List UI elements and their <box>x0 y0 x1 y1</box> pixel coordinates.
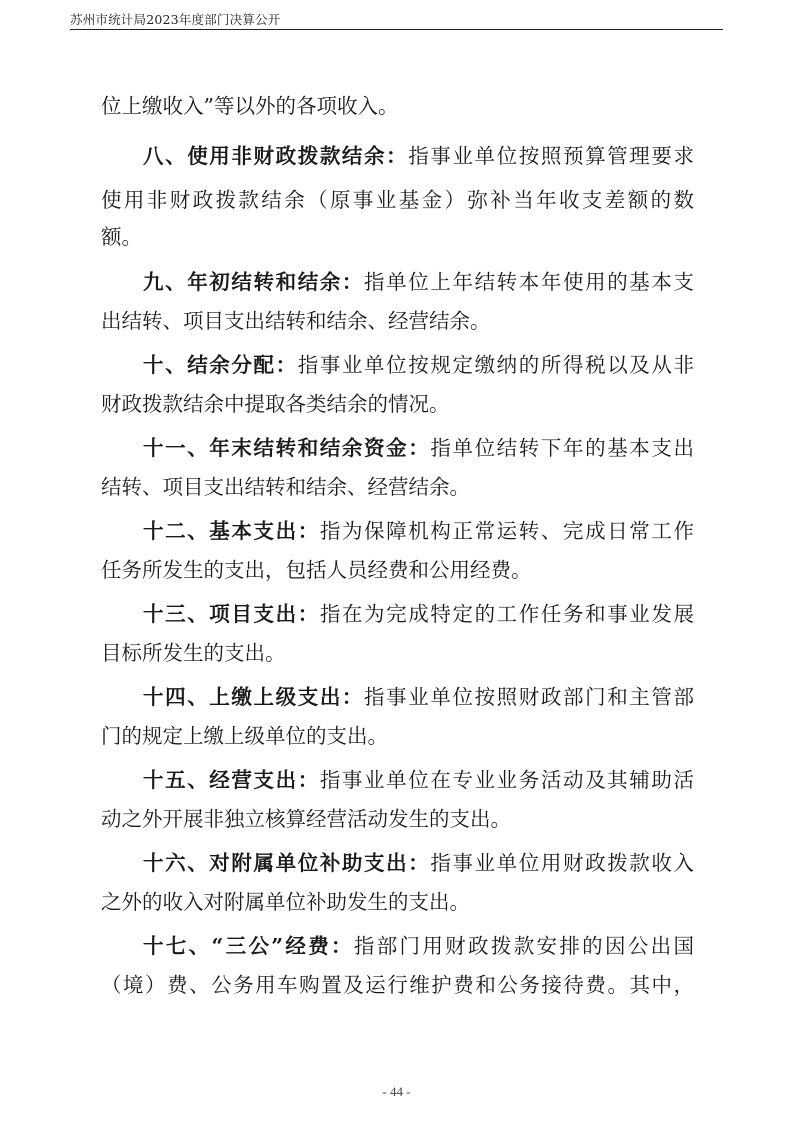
definition-text: 指单位结转下年的基本支出 <box>430 436 695 460</box>
paragraph-17-line-1 <box>143 931 694 961</box>
text-line: 位上缴收入”等以外的各项收入。 <box>101 94 399 118</box>
term-heading: 十六、对附属单位补助支出： <box>143 851 431 875</box>
paragraph-8-line-1 <box>143 141 694 171</box>
paragraph-15-line-1 <box>143 765 694 795</box>
term-heading: 十四、上缴上级支出： <box>143 685 365 709</box>
term-heading: 十一、年末结转和结余资金： <box>143 436 431 460</box>
paragraph-12-line-1 <box>143 516 694 546</box>
paragraph-9-line-2: 出结转、项目支出结转和结余、经营结余。 <box>101 309 491 333</box>
term-heading: 十、结余分配： <box>143 353 298 377</box>
paragraph-14-line-1 <box>143 682 694 712</box>
paragraph-16-line-2: 之外的收入对附属单位补助发生的支出。 <box>101 890 470 914</box>
paragraph-16-line-1 <box>143 848 694 878</box>
definition-text: 指事业单位按照财政部门和主管部 <box>364 685 695 709</box>
definition-text: 指事业单位按照预算管理要求 <box>408 144 694 168</box>
term-heading: 十三、项目支出： <box>143 602 320 626</box>
term-heading: 八、使用非财政拨款结余： <box>143 144 409 168</box>
term-heading: 十七、“三公”经费： <box>143 934 354 958</box>
definition-text: 指为保障机构正常运转、完成日常工作 <box>319 519 695 543</box>
paragraph-10-line-1 <box>143 350 694 380</box>
term-heading: 十五、经营支出： <box>143 768 320 792</box>
definition-text: 指部门用财政拨款安排的因公出国 <box>353 934 695 958</box>
definition-text: 指在为完成特定的工作任务和事业发展 <box>319 602 695 626</box>
paragraph-8-line-3: 额。 <box>101 225 142 249</box>
paragraph-8-line-2: 使用非财政拨款结余（原事业基金）弥补当年收支差额的数 <box>101 188 694 212</box>
definition-text: 指事业单位按规定缴纳的所得税以及从非 <box>297 353 695 377</box>
paragraph-10-line-2: 财政拨款结余中提取各类结余的情况。 <box>101 392 450 416</box>
paragraph-13-line-1 <box>143 599 694 629</box>
paragraph-11-line-1 <box>143 433 694 463</box>
paragraph-12-line-2: 任务所发生的支出，包括人员经费和公用经费。 <box>101 558 532 582</box>
term-heading: 十二、基本支出： <box>143 519 320 543</box>
header-rule <box>70 29 723 30</box>
definition-text: 指事业单位在专业业务活动及其辅助活 <box>319 768 695 792</box>
paragraph-11-line-2: 结转、项目支出结转和结余、经营结余。 <box>101 475 470 499</box>
paragraph-9-line-1 <box>143 267 694 297</box>
paragraph-17-line-2: （境）费、公务用车购置及运行维护费和公务接待费。其中， <box>101 973 694 997</box>
definition-text: 指事业单位用财政拨款收入 <box>430 851 695 875</box>
page-number: - 44 - <box>382 1084 411 1099</box>
paragraph-14-line-2: 门的规定上缴上级单位的支出。 <box>101 724 388 748</box>
definition-text: 指单位上年结转本年使用的基本支 <box>364 270 695 294</box>
term-heading: 九、年初结转和结余： <box>143 270 365 294</box>
page-header: 苏州市统计局2023年度部门决算公开 <box>70 12 281 27</box>
paragraph-15-line-2: 动之外开展非独立核算经营活动发生的支出。 <box>101 807 511 831</box>
paragraph-13-line-2: 目标所发生的支出。 <box>101 641 286 665</box>
